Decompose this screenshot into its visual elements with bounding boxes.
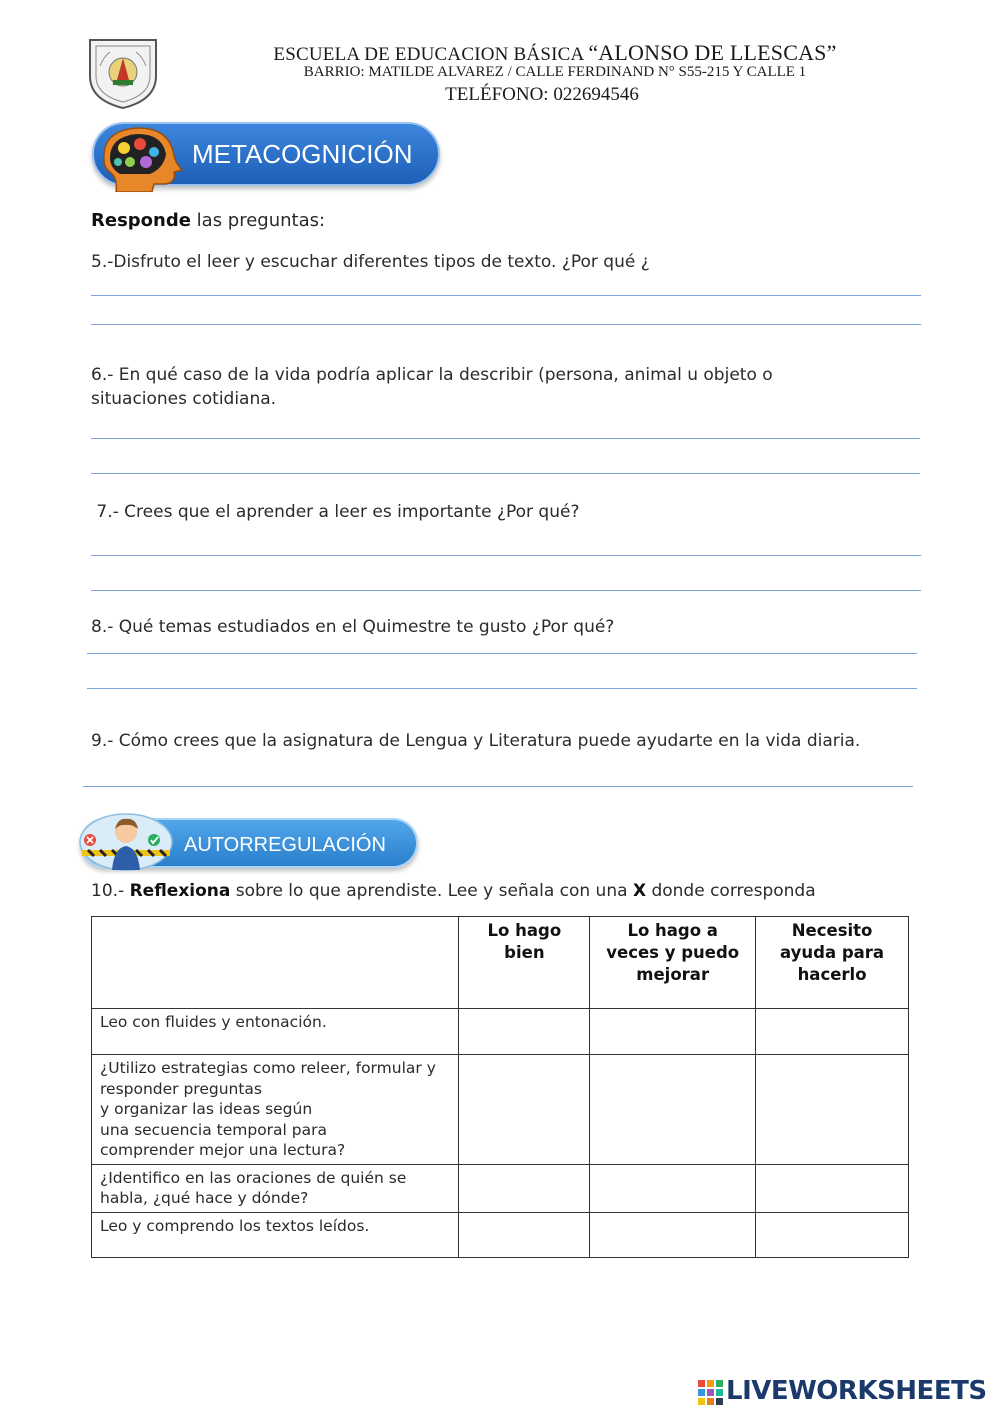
question-10: 10.- Reflexiona sobre lo que aprendiste. Lee y señala con una X donde corresponda	[91, 881, 816, 901]
student-kid-icon	[78, 812, 174, 872]
mark-cell[interactable]	[459, 1055, 590, 1165]
row-statement	[92, 1055, 459, 1165]
mark-cell[interactable]	[590, 1055, 756, 1165]
head-thinking-icon	[94, 122, 186, 192]
row-statement	[92, 1164, 459, 1212]
question-7: 7.- Crees que el aprender a leer es importante ¿Por qué?	[91, 502, 580, 522]
question-5: 5.-Disfruto el leer y escuchar diferentes tipos de texto. ¿Por qué ¿	[91, 252, 650, 272]
statement-line: responder preguntas	[100, 1079, 263, 1098]
table-row	[92, 1009, 909, 1055]
header-lo-hago-a-veces	[590, 917, 756, 1009]
answer-line[interactable]	[83, 786, 913, 787]
header-text-line: hacerlo	[797, 965, 867, 984]
answer-line[interactable]	[91, 590, 921, 591]
header-text-line: mejorar	[636, 965, 710, 984]
statement-line: una secuencia temporal para	[100, 1120, 327, 1139]
school-name: ESCUELA DE EDUCACION BÁSICA “ALONSO DE LLESCAS”	[273, 40, 837, 65]
statement-line: y organizar las ideas según	[100, 1100, 313, 1118]
mark-cell[interactable]	[756, 1212, 909, 1257]
answer-line[interactable]	[91, 555, 921, 556]
self-assessment-table	[91, 916, 909, 1258]
mark-cell[interactable]	[756, 1164, 909, 1212]
row-statement	[92, 1009, 459, 1055]
question-8: 8.- Qué temas estudiados en el Quimestre te gusto ¿Por qué?	[91, 617, 615, 637]
header-lo-hago-bien	[459, 917, 590, 1009]
metacognicion-title: METACOGNICIÓN	[192, 139, 413, 169]
mark-cell[interactable]	[459, 1212, 590, 1257]
school-crest-logo	[84, 36, 162, 110]
answer-line[interactable]	[87, 653, 917, 654]
header-blank-cell	[92, 917, 459, 1009]
answer-line[interactable]	[91, 473, 920, 474]
table-row	[92, 1164, 909, 1212]
school-phone: TELÉFONO: 022694546	[445, 84, 639, 105]
row-statement	[92, 1212, 459, 1257]
statement-line: ¿Identifico en las oraciones de quién se	[100, 1168, 407, 1187]
table-row	[92, 1055, 909, 1165]
liveworksheets-brand: LIVEWORKSHEETS	[726, 1376, 987, 1406]
mark-cell[interactable]	[590, 1009, 756, 1055]
question-6-line-1: 6.- En qué caso de la vida podría aplicar la describir (persona, animal u objeto o	[91, 365, 773, 385]
header-text-line: Necesito	[791, 921, 873, 940]
mark-cell[interactable]	[590, 1164, 756, 1212]
question-6-line-2: situaciones cotidiana.	[91, 389, 277, 409]
question-9: 9.- Cómo crees que la asignatura de Lengua y Literatura puede ayudarte en la vida diaria.	[91, 731, 861, 751]
answer-line[interactable]	[91, 295, 921, 296]
header-text-line: Lo hago	[487, 921, 562, 940]
header-text-line: bien	[504, 943, 545, 962]
table-header-row	[92, 917, 909, 1009]
header-text-line: ayuda para	[780, 943, 885, 962]
statement-line: habla, ¿qué hace y dónde?	[100, 1189, 309, 1207]
mark-cell[interactable]	[590, 1212, 756, 1257]
answer-line[interactable]	[87, 688, 917, 689]
mark-cell[interactable]	[459, 1164, 590, 1212]
header-text-line: Lo hago a	[627, 921, 718, 940]
header-text-line: veces y puedo	[606, 943, 740, 962]
answer-line[interactable]	[91, 438, 920, 439]
table-row	[92, 1212, 909, 1257]
mark-cell[interactable]	[756, 1009, 909, 1055]
answer-line[interactable]	[91, 324, 921, 325]
school-address: BARRIO: MATILDE ALVAREZ / CALLE FERDINAND N° S55-215 Y CALLE 1	[303, 64, 807, 80]
autorregulacion-title: AUTORREGULACIÓN	[184, 834, 386, 856]
mark-cell[interactable]	[756, 1055, 909, 1165]
mark-cell[interactable]	[459, 1009, 590, 1055]
statement-line: comprender mejor una lectura?	[100, 1141, 346, 1159]
statement-line: ¿Utilizo estrategias como releer, formular y	[100, 1059, 436, 1077]
statement-line: Leo con fluides y entonación.	[100, 1013, 327, 1031]
statement-line: Leo y comprendo los textos leídos.	[100, 1216, 370, 1235]
instruction-text: Responde las preguntas:	[91, 210, 326, 231]
header-necesito-ayuda	[756, 917, 909, 1009]
liveworksheets-logo-icon	[698, 1378, 724, 1406]
